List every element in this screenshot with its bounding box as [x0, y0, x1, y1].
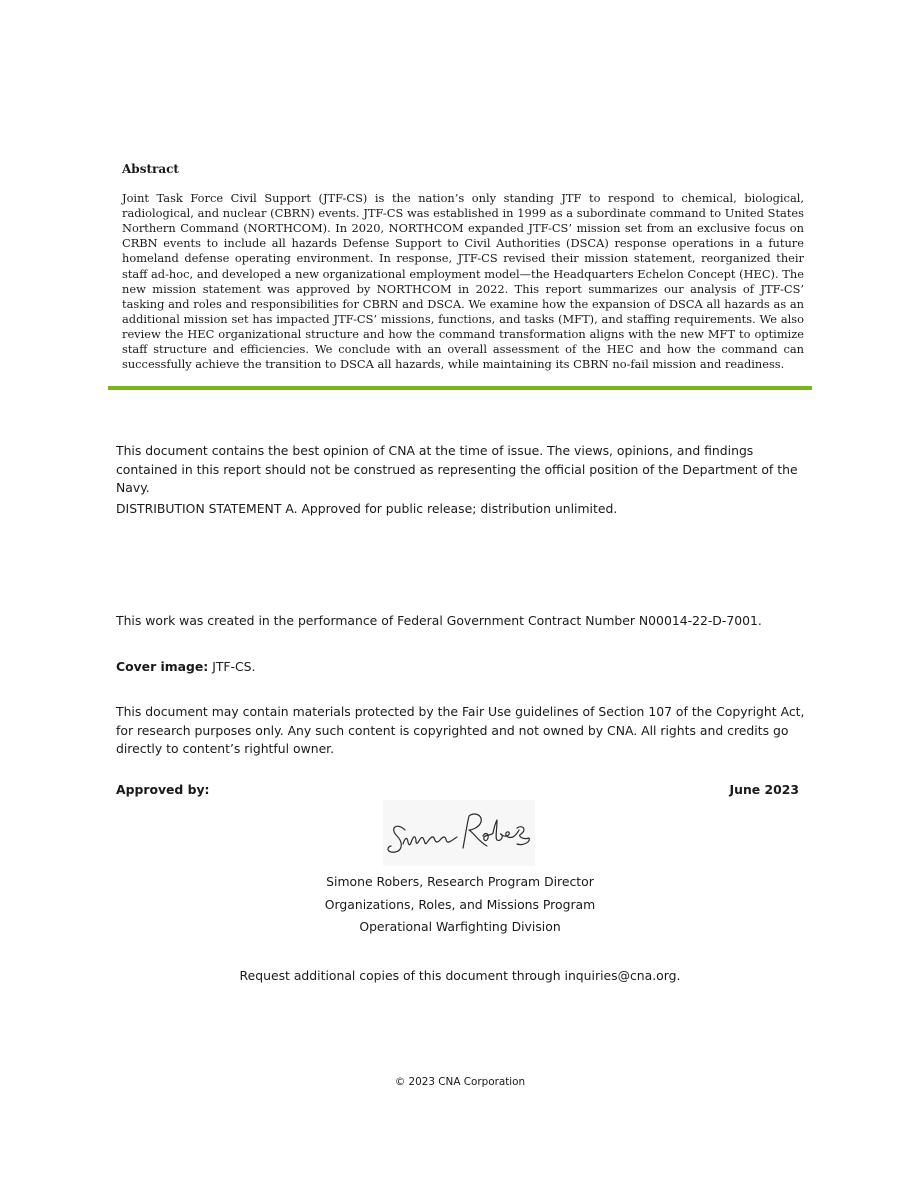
request-copies-notice: Request additional copies of this document through inquiries@cna.org. [239, 968, 681, 983]
signature-image [383, 800, 535, 866]
copyright-notice: © 2023 CNA Corporation [394, 1076, 526, 1088]
contract-statement: This work was created in the performance of Federal Government Contract Number N00014-22-D-7001. [116, 613, 762, 628]
cover-image-label: Cover image: [116, 659, 209, 674]
distribution-statement: DISTRIBUTION STATEMENT A. Approved for public release; distribution unlimited. [116, 501, 618, 516]
fair-use-notice: This document may contain materials protected by the Fair Use guidelines of Section 107 of the Copyright Act, for research purposes only. Any such content is copyrighted and not owned by CNA. All rights and credits go directly to content’s rightful owner. [116, 704, 805, 757]
signer-name-title: Simone Robers, Research Program Director [326, 874, 594, 889]
section-divider [108, 386, 812, 390]
opinion-disclaimer: This document contains the best opinion of CNA at the time of issue. The views, opinions, and findings contained in this report should not be construed as representing the official position of the Department of the Navy. [116, 443, 798, 496]
approved-by-label: Approved by: [116, 782, 210, 797]
cover-image-value: JTF-CS. [208, 659, 256, 674]
approval-date: June 2023 [729, 782, 799, 797]
cover-image-credit [116, 658, 812, 677]
signer-division: Operational Warfighting Division [359, 919, 561, 934]
abstract-section [122, 162, 804, 372]
signer-program: Organizations, Roles, and Missions Program [324, 897, 596, 912]
abstract-heading: Abstract [122, 162, 179, 176]
abstract-body: Joint Task Force Civil Support (JTF-CS) is the nation’s only standing JTF to respond to chemical, biological, radiological, and nuclear (CBRN) events. JTF-CS was established in 1999 as a subordinate command to United States Northern Command (NORTHCOM). In 2020, NORTHCOM expanded JTF-CS’ mission set from an exclusive focus on CRBN events to include all hazards Defense Support to Civil Authorities (DSCA) response operations in a future homeland defense operating environment. In response, JTF-CS revised their mission statement, reorganized their staff ad-hoc, and developed a new organizational employment model—the Headquarters Echelon Concept (HEC). The new mission statement was approved by NORTHCOM in 2022. This report summarizes our analysis of JTF-CS’ tasking and roles and responsibilities for CBRN and DSCA. We examine how the expansion of DSCA all hazards as an additional mission set has impacted JTF-CS’ missions, functions, and tasks (MFT), and staffing requirements. We also review the HEC organizational structure and how the command transformation aligns with the new MFT to optimize staff structure and efficiencies. We conclude with an overall assessment of the HEC and how the command can successfully achieve the transition to DSCA all hazards, while maintaining its CBRN no-fail mission and readiness. [122, 191, 804, 372]
